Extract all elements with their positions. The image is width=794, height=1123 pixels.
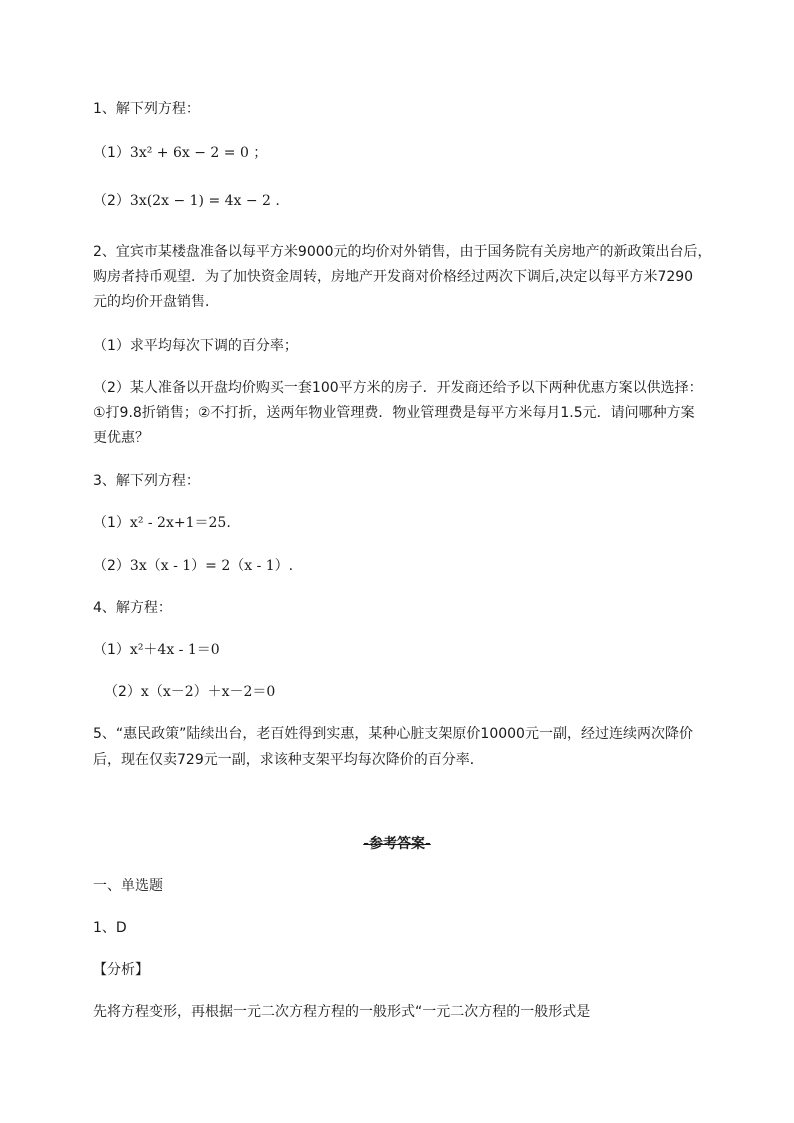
q2-part1: （1）求平均每次下调的百分率； xyxy=(93,338,298,354)
q1-title: 1、解下列方程： xyxy=(93,101,200,117)
q2-part2-line1: （2）某人准备以开盘均价购买一套100平方米的房子．开发商还给予以下两种优惠方案以供选择： xyxy=(93,380,703,396)
q1-part2-label: （2） xyxy=(93,193,130,209)
answers-section-title: 一、单选题 xyxy=(93,878,163,894)
q4-part1-equation: x²＋4x - 1＝0 xyxy=(129,642,220,658)
answer-1: 1、D xyxy=(93,920,127,936)
q4-part2-equation: x（x－2）＋x－2＝0 xyxy=(140,684,276,700)
q1-part2-equation: 3x(2x − 1) = 4x − 2 . xyxy=(129,193,280,209)
q2-part2-line2: ①打9.8折销售；②不打折，送两年物业管理费．物业管理费是每平方米每月1.5元．请问哪种方案 xyxy=(93,405,695,421)
q3-part2-equation: 3x（x - 1）= 2（x - 1）. xyxy=(129,558,294,574)
q2-part2-line3: 更优惠？ xyxy=(93,430,149,446)
q3-part1-equation: x² - 2x+1＝25. xyxy=(129,515,231,531)
q5-line1: 5、“惠民政策”陆续出台，老百姓得到实惠，某种心脏支架原价10000元一副，经过连续两次降价 xyxy=(93,726,693,742)
q4-part1-label: （1） xyxy=(93,642,130,658)
q3-part1-label: （1） xyxy=(93,515,130,531)
q3-part2 xyxy=(93,556,293,576)
q1-part1 xyxy=(93,143,267,163)
q3-part1 xyxy=(93,513,231,533)
q2-line1: 2、宜宾市某楼盘准备以每平方米9000元的均价对外销售，由于国务院有关房地产的新政策出台后， xyxy=(93,244,712,260)
analysis-label: 【分析】 xyxy=(93,962,149,978)
q4-part1 xyxy=(93,640,220,660)
q4-part2-label: （2） xyxy=(104,684,141,700)
q2-line2: 购房者持币观望．为了加快资金周转，房地产开发商对价格经过两次下调后,决定以每平方米7290 xyxy=(93,269,694,285)
q3-title: 3、解下列方程： xyxy=(93,473,200,489)
q4-title: 4、解方程： xyxy=(93,600,172,616)
q3-part2-label: （2） xyxy=(93,558,130,574)
answers-heading: -参考答案- xyxy=(363,836,431,852)
analysis-text: 先将方程变形，再根据一元二次方程方程的一般形式“一元二次方程的一般形式是 xyxy=(93,1004,591,1020)
q5-line2: 后，现在仅卖729元一副，求该种支架平均每次降价的百分率． xyxy=(93,752,484,768)
q1-part2 xyxy=(93,191,280,211)
q2-line3: 元的均价开盘销售． xyxy=(93,294,219,310)
q4-part2 xyxy=(104,682,275,702)
q1-part1-label: （1） xyxy=(93,145,130,161)
q1-part1-equation: 3x² + 6x − 2 = 0 ； xyxy=(129,145,268,161)
